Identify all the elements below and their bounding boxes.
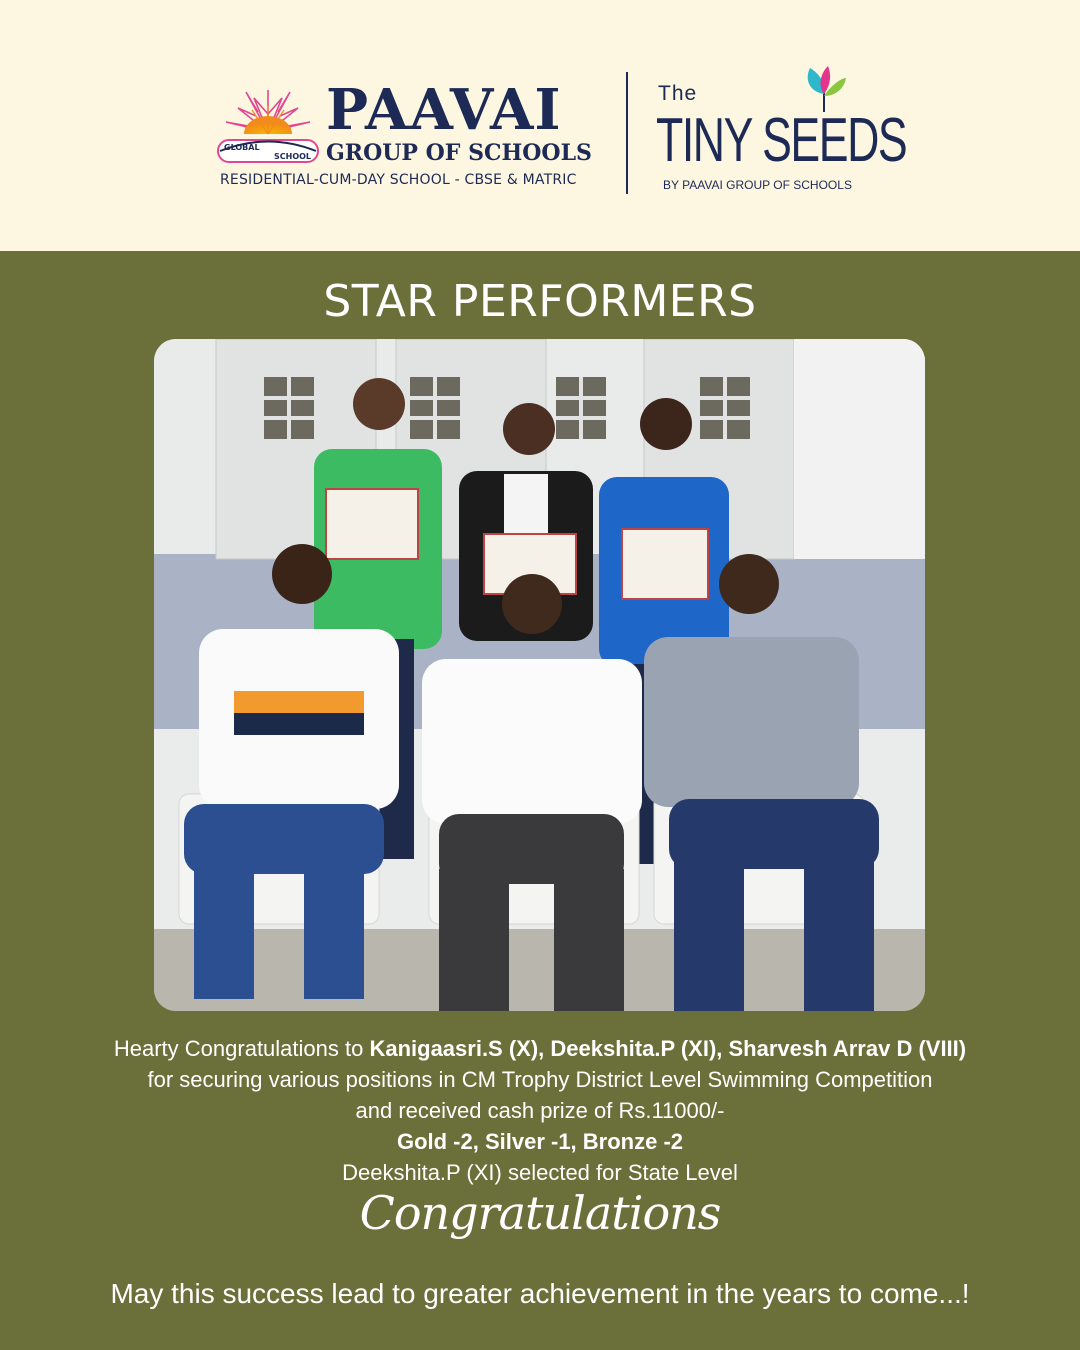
congrats-prefix: Hearty Congratulations to — [113, 1036, 370, 1061]
prize-line: and received cash prize of Rs.11000/- — [355, 1098, 725, 1123]
logo-badge-left-text: GLOBAL — [224, 143, 260, 152]
paavai-logo — [216, 77, 596, 194]
logo-divider — [626, 72, 628, 194]
sprout-leaves-icon — [802, 64, 848, 114]
lotus-logo-icon — [216, 84, 320, 164]
logo-badge-right-text: SCHOOL — [274, 152, 312, 161]
header-banner — [0, 0, 1080, 251]
group-photo-illustration — [154, 339, 925, 1011]
tiny-seeds-logo — [656, 64, 907, 199]
competition-line: for securing various positions in CM Trophy District Level Swimming Competition — [147, 1067, 933, 1092]
caption-block — [20, 1033, 1060, 1188]
winner-names: Kanigaasri.S (X), Deekshita.P (XI), Sharvesh Arrav D (VIII) — [369, 1036, 967, 1061]
school-group: GROUP OF SCHOOLS — [326, 140, 592, 166]
group-photo — [154, 339, 925, 1011]
brand-sub: BY PAAVAI GROUP OF SCHOOLS — [663, 178, 852, 192]
state-level-line: Deekshita.P (XI) selected for State Level — [342, 1160, 738, 1185]
page-title: STAR PERFORMERS — [323, 276, 757, 327]
congratulations-script: Congratulations — [359, 1186, 721, 1240]
medal-tally-text: Gold -2, Silver -1, Bronze -2 — [396, 1129, 684, 1154]
closing-message: May this success lead to greater achievement in the years to come...! — [110, 1278, 970, 1309]
medal-tally — [20, 1126, 1060, 1157]
brand-name: TINY SEEDS — [656, 106, 907, 175]
congrats-line — [20, 1033, 1060, 1064]
brand-the: The — [658, 82, 698, 105]
school-name: PAAVAI — [326, 77, 562, 143]
school-tagline: RESIDENTIAL-CUM-DAY SCHOOL - CBSE & MATRIC — [220, 172, 577, 188]
